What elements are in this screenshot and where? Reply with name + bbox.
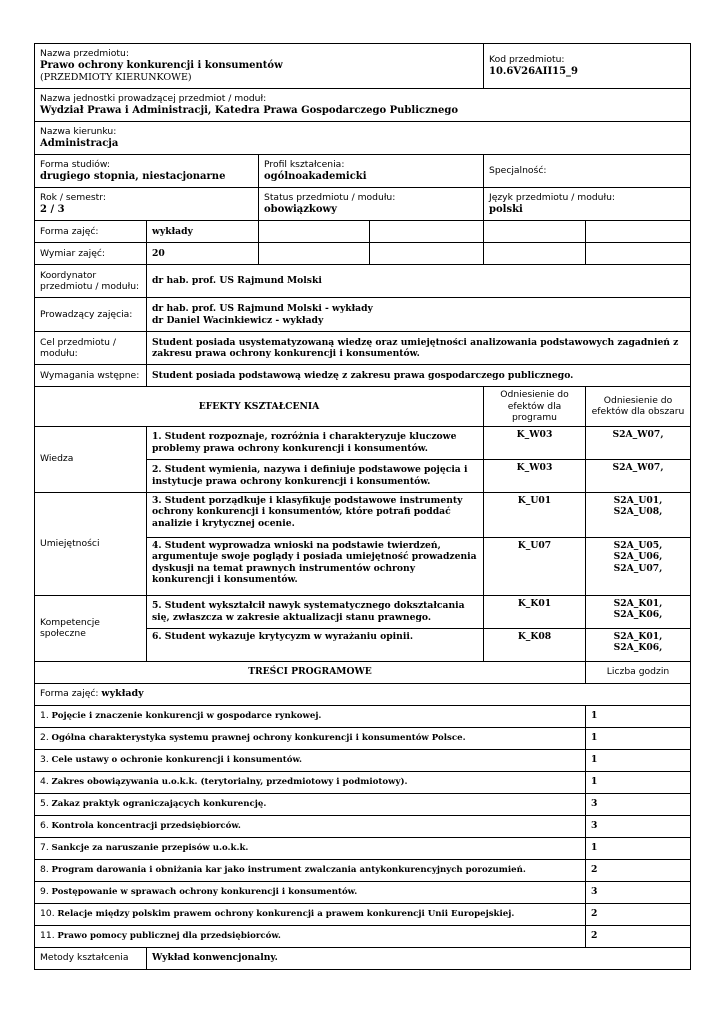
- coord-label: Koordynator przedmiotu / modułu:: [35, 265, 147, 298]
- effect-program-ref: K_K08: [484, 628, 586, 661]
- content-title: TREŚCI PROGRAMOWE: [35, 661, 586, 683]
- topic-hours: 1: [586, 837, 691, 859]
- profile-label: Profil kształcenia:: [264, 159, 345, 170]
- topic-hours: 3: [586, 881, 691, 903]
- topic-number: 7.: [40, 842, 49, 854]
- unit-name: Wydział Prawa i Administracji, Katedra Prawa Gospodarczego Publicznego: [40, 104, 459, 116]
- classes-empty-4: [586, 221, 691, 243]
- year-label: Rok / semestr:: [40, 192, 106, 203]
- topic-number: 5.: [40, 798, 49, 810]
- topic-text: Zakaz praktyk ograniczających konkurencję.: [51, 799, 267, 810]
- subject-group: (PRZEDMIOTY KIERUNKOWE): [40, 72, 192, 84]
- topic-number: 10.: [40, 908, 55, 920]
- ref-program-header: Odniesienie do efektów dla programu: [484, 387, 586, 427]
- spec-label: Specjalność:: [489, 165, 547, 177]
- effect-row: [35, 595, 691, 628]
- classes-empty-3: [484, 221, 586, 243]
- year-value: 2 / 3: [40, 203, 65, 215]
- effect-text: 4. Student wyprowadza wnioski na podstawie twierdzeń, argumentuje swoje poglądy i posiada umiejętność prowadzenia dyskusji na temat prawnych instrumentów ochrony konkurencji i konsumentów.: [147, 537, 484, 595]
- effect-row: [35, 426, 691, 459]
- methods-value: Wykład konwencjonalny.: [147, 947, 691, 969]
- topic-row: [35, 903, 691, 925]
- unit-label: Nazwa jednostki prowadzącej przedmiot / moduł:: [40, 93, 267, 104]
- status-value: obowiązkowy: [264, 203, 337, 215]
- form-cell: [35, 155, 259, 188]
- classes-empty-1: [259, 221, 370, 243]
- effect-row: [35, 492, 691, 537]
- effect-program-ref: K_K01: [484, 595, 586, 628]
- effect-group-skills: Umiejętności: [35, 492, 147, 595]
- code-cell: [484, 44, 691, 89]
- topic-text: Pojęcie i znaczenie konkurencji w gospodarce rynkowej.: [51, 711, 322, 722]
- topic-text: Ogólna charakterystyka systemu prawnej ochrony konkurencji i konsumentów Polsce.: [51, 733, 466, 744]
- topic-hours: 2: [586, 925, 691, 947]
- effect-program-ref: K_U07: [484, 537, 586, 595]
- topic-number: 4.: [40, 776, 49, 788]
- effect-text: 6. Student wykazuje krytycyzm w wyrażaniu opinii.: [147, 628, 484, 661]
- topic-hours: 1: [586, 771, 691, 793]
- profile-cell: [259, 155, 484, 188]
- hours-empty-3: [484, 243, 586, 265]
- field-row: [35, 122, 691, 155]
- lecturer-1: dr hab. prof. US Rajmund Molski - wykłady: [152, 303, 373, 314]
- topic-number: 3.: [40, 754, 49, 766]
- lang-label: Język przedmiotu / modułu:: [489, 192, 616, 203]
- effect-area-ref: S2A_K01, S2A_K06,: [586, 628, 691, 661]
- topic-number: 6.: [40, 820, 49, 832]
- topic-number: 1.: [40, 710, 49, 722]
- effect-area-ref: S2A_U01, S2A_U08,: [586, 492, 691, 537]
- req-value: Student posiada podstawową wiedzę z zakresu prawa gospodarczego publicznego.: [147, 365, 691, 387]
- subject-cell: [35, 44, 484, 89]
- methods-row: [35, 947, 691, 969]
- effect-text: 2. Student wymienia, nazywa i definiuje podstawowe pojęcia i instytucje prawa ochrony konkurencji i konsumentów.: [147, 459, 484, 492]
- topic-cell: [35, 749, 586, 771]
- goal-label: Cel przedmiotu / modułu:: [35, 332, 147, 365]
- form-label: Forma studiów:: [40, 159, 111, 170]
- topic-hours: 1: [586, 727, 691, 749]
- topic-text: Zakres obowiązywania u.o.k.k. (terytorialny, przedmiotowy i podmiotowy).: [51, 777, 408, 788]
- spec-cell: [484, 155, 691, 188]
- topic-cell: [35, 881, 586, 903]
- topic-text: Cele ustawy o ochronie konkurencji i konsumentów.: [51, 755, 303, 766]
- topic-cell: [35, 793, 586, 815]
- content-form-row: [35, 683, 691, 705]
- topic-row: [35, 815, 691, 837]
- topic-row: [35, 925, 691, 947]
- effect-area-ref: S2A_W07,: [586, 426, 691, 459]
- topic-text: Prawo pomocy publicznej dla przedsiębiorców.: [57, 931, 281, 942]
- lecturers-row: [35, 298, 691, 332]
- subject-row: [35, 44, 691, 89]
- effect-area-ref: S2A_K01, S2A_K06,: [586, 595, 691, 628]
- topic-cell: [35, 815, 586, 837]
- topic-text: Kontrola koncentracji przedsiębiorców.: [51, 821, 241, 832]
- coord-row: [35, 265, 691, 298]
- content-form-label: Forma zajęć:: [40, 688, 99, 700]
- req-row: [35, 365, 691, 387]
- topic-hours: 3: [586, 793, 691, 815]
- goal-row: [35, 332, 691, 365]
- effect-text: 1. Student rozpoznaje, rozróżnia i charakteryzuje kluczowe problemy prawa ochrony konkurencji i konsumentów.: [147, 426, 484, 459]
- effect-group-competences: Kompetencje społeczne: [35, 595, 147, 661]
- topic-row: [35, 749, 691, 771]
- ref-area-header: Odniesienie do efektów dla obszaru: [586, 387, 691, 427]
- content-header-row: [35, 661, 691, 683]
- hours-empty-1: [259, 243, 370, 265]
- methods-label: Metody kształcenia: [35, 947, 147, 969]
- classes-value: wykłady: [147, 221, 259, 243]
- topic-row: [35, 727, 691, 749]
- lecturers-cell: [147, 298, 691, 332]
- topic-number: 11.: [40, 930, 55, 942]
- effect-area-ref: S2A_W07,: [586, 459, 691, 492]
- topic-hours: 1: [586, 705, 691, 727]
- topic-row: [35, 859, 691, 881]
- topic-number: 9.: [40, 886, 49, 898]
- content-form-value: wykłady: [101, 688, 144, 700]
- unit-cell: [35, 89, 691, 122]
- subject-code: 10.6V26AII15_9: [489, 65, 579, 77]
- topic-cell: [35, 727, 586, 749]
- profile-value: ogólnoakademicki: [264, 170, 367, 182]
- hours-empty-2: [370, 243, 484, 265]
- topic-cell: [35, 903, 586, 925]
- req-label: Wymagania wstępne:: [35, 365, 147, 387]
- year-row: [35, 188, 691, 221]
- topic-text: Postępowanie w sprawach ochrony konkurencji i konsumentów.: [51, 887, 358, 898]
- status-label: Status przedmiotu / modułu:: [264, 192, 396, 203]
- topic-row: [35, 837, 691, 859]
- subject-name: Prawo ochrony konkurencji i konsumentów: [40, 59, 283, 71]
- topic-text: Sankcje za naruszanie przepisów u.o.k.k.: [51, 843, 249, 854]
- lecturer-2: dr Daniel Wacinkiewicz - wykłady: [152, 314, 324, 326]
- field-name: Administracja: [40, 137, 119, 149]
- effect-text: 3. Student porządkuje i klasyfikuje podstawowe instrumenty ochrony konkurencji i konsumentów, które potrafi poddać analizie i krytycznej ocenie.: [147, 492, 484, 537]
- effect-text: 5. Student wykształcił nawyk systematycznego dokształcania się, zwłaszcza w zakresie aktualizacji stanu prawnego.: [147, 595, 484, 628]
- coord-value: dr hab. prof. US Rajmund Molski: [147, 265, 691, 298]
- effect-program-ref: K_W03: [484, 459, 586, 492]
- topic-hours: 1: [586, 749, 691, 771]
- classes-empty-2: [370, 221, 484, 243]
- content-form-cell: [35, 683, 691, 705]
- effect-group-knowledge: Wiedza: [35, 426, 147, 492]
- topic-number: 2.: [40, 732, 49, 744]
- form-row: [35, 155, 691, 188]
- hours-value: 20: [147, 243, 259, 265]
- topic-cell: [35, 705, 586, 727]
- topic-number: 8.: [40, 864, 49, 876]
- hours-label: Wymiar zajęć:: [35, 243, 147, 265]
- syllabus-table: [34, 43, 691, 970]
- hours-empty-4: [586, 243, 691, 265]
- content-hours-header: Liczba godzin: [586, 661, 691, 683]
- topic-hours: 2: [586, 859, 691, 881]
- unit-row: [35, 89, 691, 122]
- status-cell: [259, 188, 484, 221]
- topic-row: [35, 881, 691, 903]
- effects-header-row: [35, 387, 691, 427]
- field-cell: [35, 122, 691, 155]
- lang-value: polski: [489, 203, 523, 215]
- topic-cell: [35, 859, 586, 881]
- effect-program-ref: K_U01: [484, 492, 586, 537]
- year-cell: [35, 188, 259, 221]
- lang-cell: [484, 188, 691, 221]
- classes-row: [35, 221, 691, 243]
- topic-text: Relacje między polskim prawem ochrony konkurencji a prawem konkurencji Unii Europejskiej.: [57, 909, 515, 920]
- topic-row: [35, 771, 691, 793]
- classes-label: Forma zajęć:: [35, 221, 147, 243]
- effect-area-ref: S2A_U05, S2A_U06, S2A_U07,: [586, 537, 691, 595]
- code-label: Kod przedmiotu:: [489, 54, 565, 65]
- subject-label: Nazwa przedmiotu:: [40, 48, 129, 60]
- topic-hours: 2: [586, 903, 691, 925]
- lecturers-label: Prowadzący zajęcia:: [35, 298, 147, 332]
- field-label: Nazwa kierunku:: [40, 126, 117, 137]
- topic-row: [35, 705, 691, 727]
- effect-program-ref: K_W03: [484, 426, 586, 459]
- topic-row: [35, 793, 691, 815]
- topic-text: Program darowania i obniżania kar jako instrument zwalczania antykonkurencyjnych porozumień.: [51, 865, 526, 876]
- form-value: drugiego stopnia, niestacjonarne: [40, 170, 226, 182]
- topic-hours: 3: [586, 815, 691, 837]
- topic-cell: [35, 771, 586, 793]
- topic-cell: [35, 837, 586, 859]
- goal-value: Student posiada usystematyzowaną wiedzę oraz umiejętności analizowania podstawowych zagadnień z zakresu prawa ochrony konkurencji i konsumentów.: [147, 332, 691, 365]
- hours-row: [35, 243, 691, 265]
- effects-title: EFEKTY KSZTAŁCENIA: [35, 387, 484, 427]
- topic-cell: [35, 925, 586, 947]
